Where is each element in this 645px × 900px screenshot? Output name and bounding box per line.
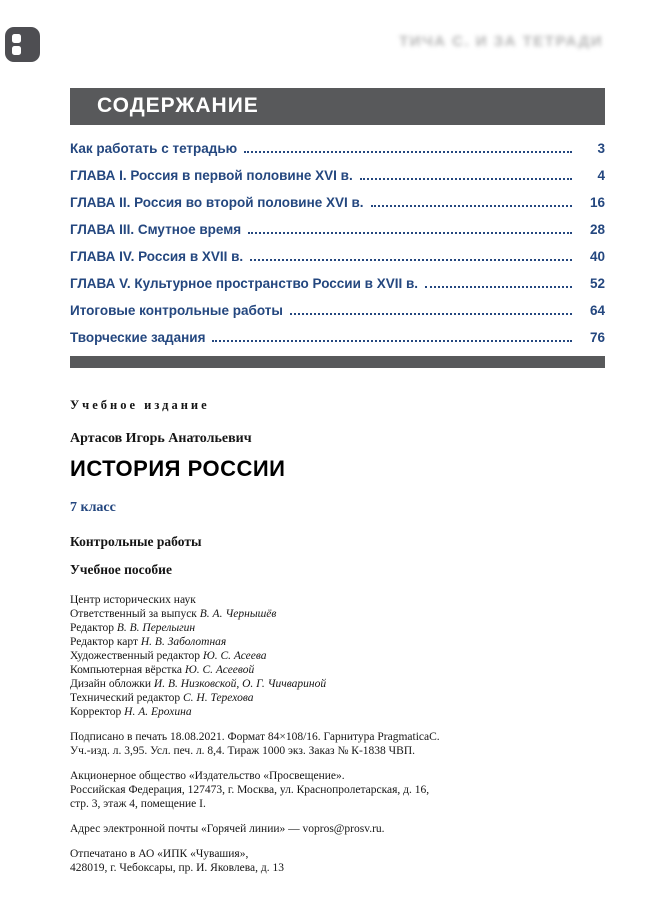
toc-entry-page: 52 [589,276,605,291]
logo-dot-icon [12,34,21,43]
toc-entry-page: 76 [589,330,605,345]
credit-role: Корректор [70,706,125,718]
credit-role: Редактор [70,622,117,634]
toc-entry [70,165,605,183]
toc-entry-label: ГЛАВА IV. Россия в XVII в. [70,249,244,264]
series-label: Контрольные работы [70,534,202,549]
dot-leader [425,286,572,288]
credit-line [70,677,605,691]
dot-leader [244,151,572,153]
toc-entry-page: 16 [589,195,605,210]
marketplace-logo-icon[interactable] [5,27,40,62]
toc-entry-page: 40 [589,249,605,264]
printed-at-line: 428019, г. Чебоксары, пр. И. Яковлева, д. 13 [70,862,284,874]
credit-line [70,621,605,635]
toc-entry-page: 4 [597,168,605,183]
toc-entry [70,138,605,156]
dot-leader [360,178,572,180]
toc-title: СОДЕРЖАНИЕ [97,94,259,117]
logo-dot-icon [12,46,21,55]
toc-entry [70,273,605,291]
credits-block [70,593,605,719]
credit-person: Н. В. Заболотная [140,636,227,648]
toc-entry-page: 3 [597,141,605,156]
credit-line [70,663,605,677]
credit-line [70,649,605,663]
publisher-block [70,769,605,811]
toc-entry-label: ГЛАВА V. Культурное пространство России в XVII в. [70,276,419,291]
credit-role: Художественный редактор [70,650,203,662]
credit-line [70,635,605,649]
toc-entry [70,300,605,318]
credit-line [70,691,605,705]
credit-person: Н. А. Ерохина [124,706,192,718]
credit-person: Ю. С. Асеевой [184,664,255,676]
author-name: Артасов Игорь Анатольевич [70,431,252,446]
toc-entry-label: Итоговые контрольные работы [70,303,283,318]
toc-entry [70,219,605,237]
publisher-line: Российская Федерация, 127473, г. Москва, ул. Краснопролетарская, д. 16, [70,784,430,796]
toc-entry-label: Творческие задания [70,330,206,345]
credit-role: Ответственный за выпуск [70,608,200,620]
bleed-through-text: ТИЧА С. И ЗА ТЕТРАДИ [399,33,603,50]
credit-line [70,705,605,719]
credit-role: Технический редактор [70,692,183,704]
publisher-line: Акционерное общество «Издательство «Просвещение». [70,770,345,782]
toc-entry-label: ГЛАВА I. Россия в первой половине XVI в. [70,168,353,183]
edition-type: Учебное издание [70,398,210,412]
printed-at-block [70,847,605,875]
dot-leader [248,232,572,234]
credit-line: Центр исторических наук [70,594,196,606]
toc-entry-label: ГЛАВА II. Россия во второй половине XVI в. [70,195,364,210]
email-line: Адрес электронной почты «Горячей линии» — vopros@prosv.ru. [70,823,385,835]
section-divider-bar [70,356,605,368]
edition-kind: Учебное пособие [70,562,172,577]
credit-person: И. В. Низковской, О. Г. Чичвариной [153,678,327,690]
credit-person: В. А. Чернышёв [199,608,277,620]
printed-at-line: Отпечатано в АО «ИПК «Чувашия», [70,848,249,860]
dot-leader [290,313,572,315]
credit-role: Дизайн обложки [70,678,154,690]
credit-line [70,607,605,621]
colophon [70,398,605,875]
toc-entry [70,327,605,345]
toc-entry-label: Как работать с тетрадью [70,141,238,156]
dot-leader [212,340,572,342]
credit-person: В. В. Перелыгин [116,622,196,634]
credit-person: Ю. С. Асеева [202,650,267,662]
book-title: ИСТОРИЯ РОССИИ [70,456,286,481]
credit-role: Компьютерная вёрстка [70,664,185,676]
toc-entry [70,192,605,210]
toc-header-bar [70,88,605,125]
grade-label: 7 класс [70,500,116,515]
dot-leader [250,259,572,261]
credit-role: Редактор карт [70,636,141,648]
publisher-line: стр. 3, этаж 4, помещение I. [70,798,206,810]
toc-entry-page: 28 [589,222,605,237]
credit-person: С. Н. Терехова [183,692,254,704]
toc-entry-label: ГЛАВА III. Смутное время [70,222,242,237]
toc-entry-page: 64 [589,303,605,318]
dot-leader [371,205,572,207]
print-info-line: Уч.-изд. л. 3,95. Усл. печ. л. 8,4. Тираж 1000 экз. Заказ № К-1838 ЧВП. [70,745,416,757]
print-info-block [70,730,605,758]
toc-list [70,138,605,345]
toc-entry [70,246,605,264]
print-info-line: Подписано в печать 18.08.2021. Формат 84×108/16. Гарнитура PragmaticaC. [70,731,440,743]
